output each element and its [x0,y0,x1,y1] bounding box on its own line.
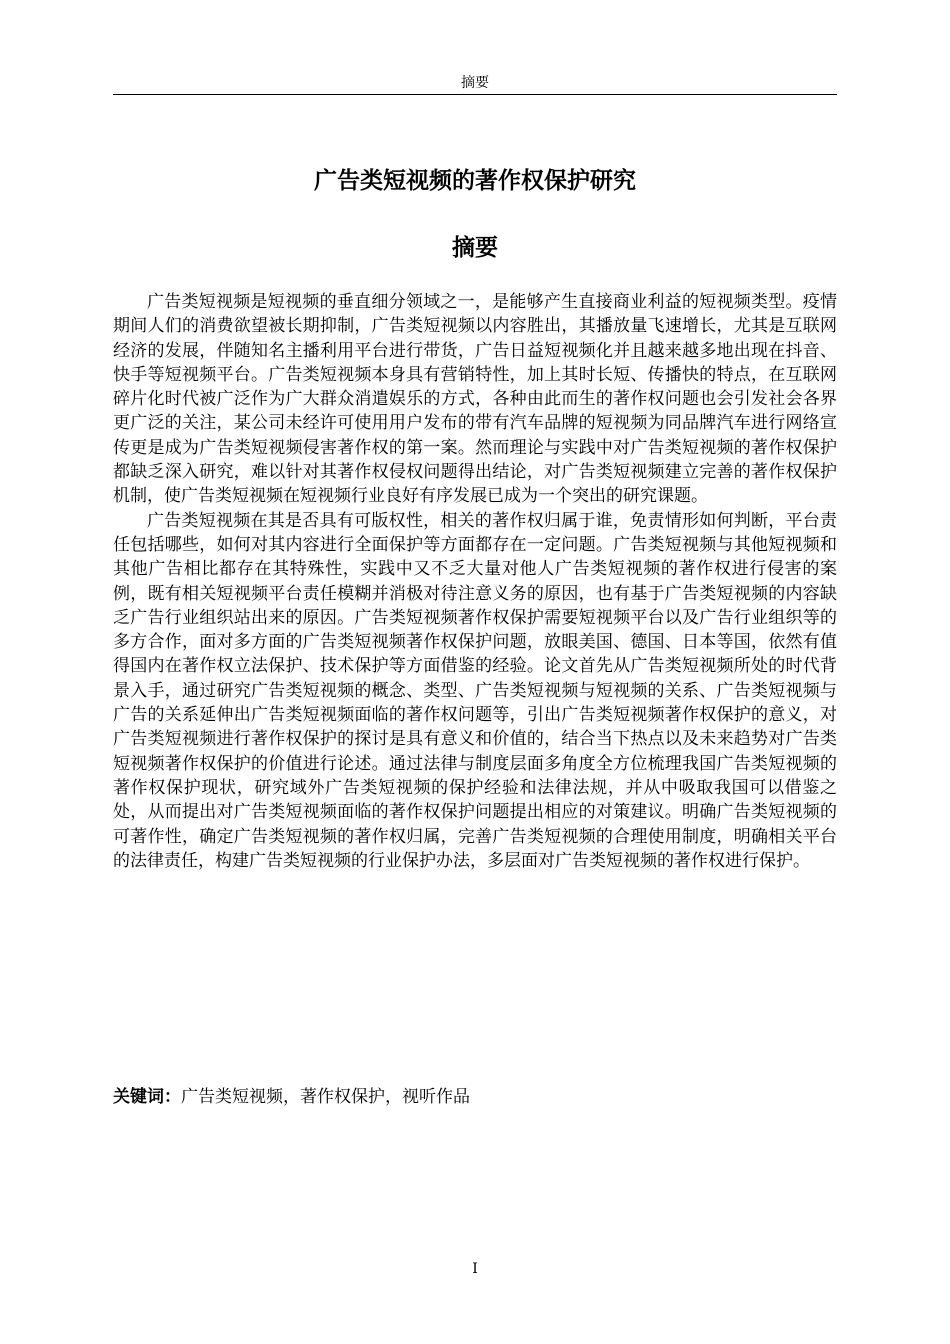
paper-title: 广告类短视频的著作权保护研究 [314,168,636,194]
abstract-paragraph-1: 广告类短视频是短视频的垂直细分领域之一，是能够产生直接商业利益的短视频类型。疫情期间人们的消费欲望被长期抑制，广告类短视频以内容胜出，其播放量飞速增长，尤其是互联网经济的发展，伴随知名主播利用平台进行带货，广告日益短视频化并且越来越多地出现在抖音、快手等短视频平台。广告类短视频本身具有营销特性，加上其时长短、传播快的特点，在互联网碎片化时代被广泛作为广大群众消遣娱乐的方式，各种由此而生的著作权问题也会引发社会各界更广泛的关注，某公司未经许可使用用户发布的带有汽车品牌的短视频为同品牌汽车进行网络宣传更是成为广告类短视频侵害著作权的第一案。然而理论与实践中对广告类短视频的著作权保护都缺乏深入研究，难以针对其著作权侵权问题得出结论，对广告类短视频建立完善的著作权保护机制，使广告类短视频在短视频行业良好有序发展已成为一个突出的研究课题。 [113,292,837,507]
abstract-heading: 摘要 [452,235,498,261]
page-number: I [472,1261,478,1277]
keywords-label: 关键词： [113,1087,181,1107]
abstract-body [113,290,837,873]
abstract-paragraph-2: 广告类短视频在其是否具有可版权性，相关的著作权归属于谁，免责情形如何判断，平台责任包括哪些，如何对其内容进行全面保护等方面都存在一定问题。广告类短视频与其他短视频和其他广告相比都存在其特殊性，实践中又不乏大量对他人广告类短视频的著作权进行侵害的案例，既有相关短视频平台责任模糊并消极对待注意义务的原因，也有基于广告类短视频的内容缺乏广告行业组织站出来的原因。广告类短视频著作权保护需要短视频平台以及广告行业组织等的多方合作，面对多方面的广告类短视频著作权保护问题，放眼美国、德国、日本等国，依然有值得国内在著作权立法保护、技术保护等方面借鉴的经验。论文首先从广告类短视频所处的时代背景入手，通过研究广告类短视频的概念、类型、广告类短视频与短视频的关系、广告类短视频与广告的关系延伸出广告类短视频面临的著作权问题等，引出广告类短视频著作权保护的意义，对广告类短视频进行著作权保护的探讨是具有意义和价值的，结合当下热点以及未来趋势对广告类短视频著作权保护的价值进行论述。通过法律与制度层面多角度全方位梳理我国广告类短视频的著作权保护现状，研究域外广告类短视频的保护经验和法律法规，并从中吸取我国可以借鉴之处，从而提出对广告类短视频面临的著作权保护问题提出相应的对策建议。明确广告类短视频的可著作性，确定广告类短视频的著作权归属，完善广告类短视频的合理使用制度，明确相关平台的法律责任，构建广告类短视频的行业保护办法，多层面对广告类短视频的著作权进行保护。 [113,510,837,871]
header-rule [113,94,837,95]
keywords-text: 广告类短视频，著作权保护，视听作品 [181,1087,470,1107]
keywords-line [113,1084,837,1110]
running-header: 摘要 [461,75,489,91]
